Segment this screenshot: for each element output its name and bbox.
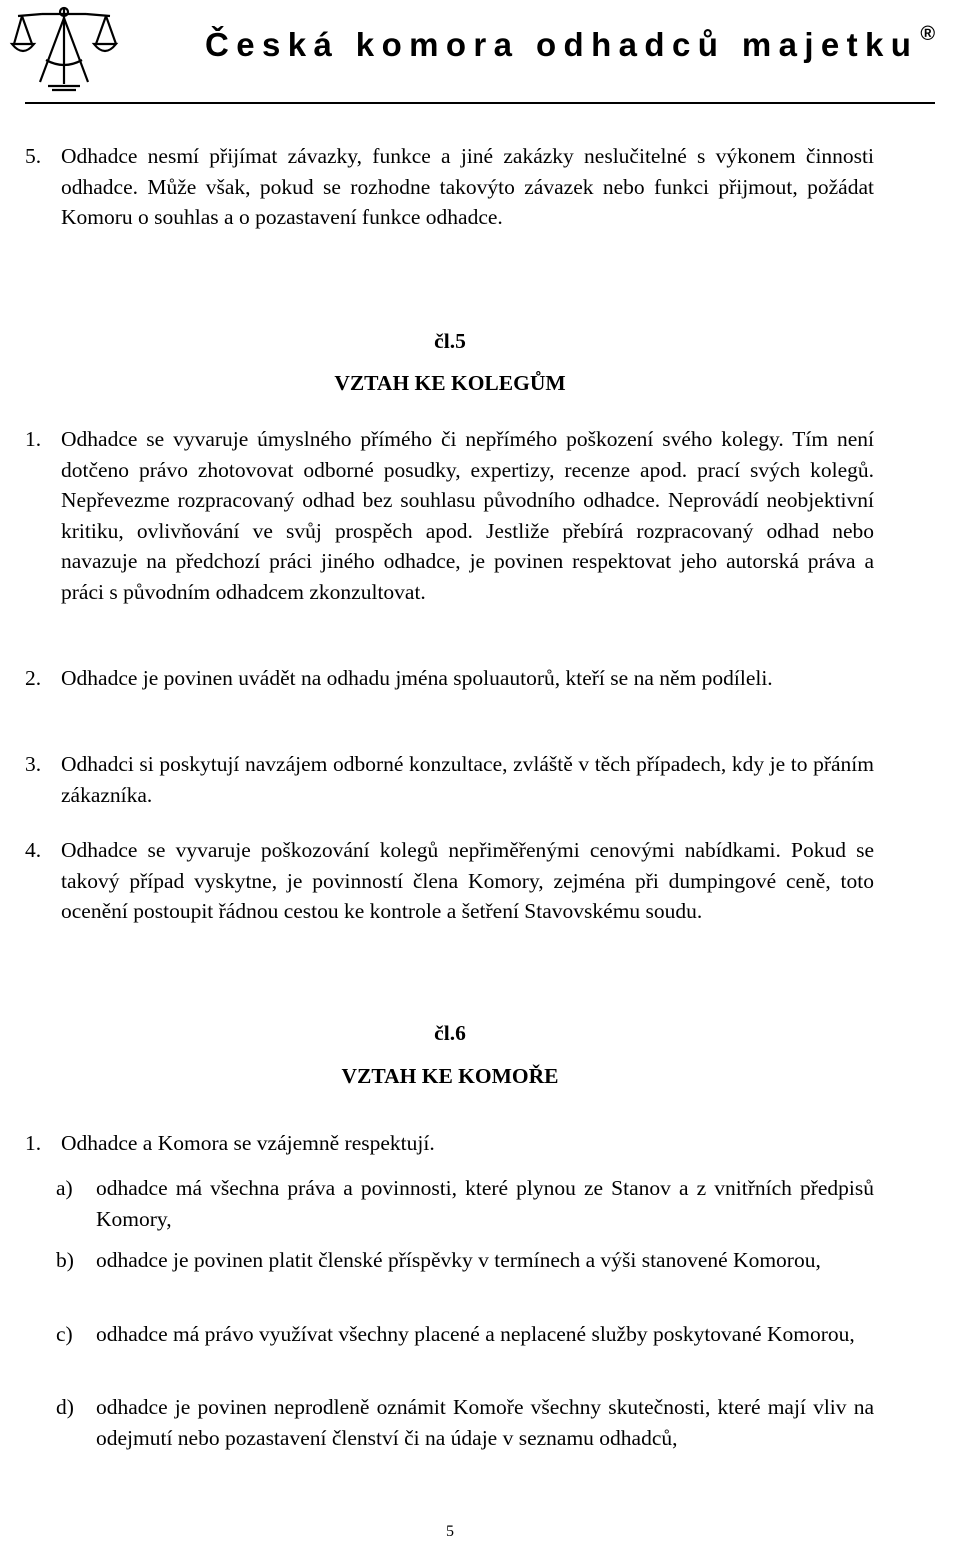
item-number: 5. — [25, 144, 42, 168]
item-number: 1. — [25, 1131, 42, 1155]
item-text: Odhadci si poskytují navzájem odborné konzultace, zvláště v těch případech, kdy je to přáním zákazníka. — [61, 752, 874, 807]
subitem-text: odhadce je povinen platit členské příspěvky v termínech a výši stanovené Komorou, — [96, 1248, 821, 1272]
item-text: Odhadce je povinen uvádět na odhadu jména spoluautorů, kteří se na něm podíleli. — [61, 666, 773, 690]
brand-title — [205, 12, 935, 67]
article-5-item-1 — [25, 424, 874, 607]
article-6-subitem-d — [56, 1392, 874, 1453]
page-header — [0, 0, 960, 100]
article-6-subitem-a — [56, 1173, 874, 1234]
subitem-text: odhadce je povinen neprodleně oznámit Komoře všechny skutečnosti, které mají vliv na odejmutí nebo pozastavení členství či na údaje v seznamu odhadců, — [96, 1395, 874, 1450]
registered-mark: ® — [920, 23, 936, 45]
item-number: 4. — [25, 838, 42, 862]
item-text: Odhadce se vyvaruje poškozování kolegů nepřiměřenými cenovými nabídkami. Pokud se takový případ vyskytne, je povinností člena Komory, zejména při dumpingové ceně, toto ocenění postoupit řádnou cestou ke kontrole a šetření Stavovskému soudu. — [61, 838, 874, 923]
article-5-item-4 — [25, 835, 874, 927]
page-number: 5 — [446, 1523, 454, 1540]
item-text: Odhadce se vyvaruje úmyslného přímého či nepřímého poškození svého kolegy. Tím není dotčeno právo zhotovovat odborné posudky, expertizy, recenze apod. prací svých kolegů. Nepřevezme rozpracovaný odhad bez souhlasu původního odhadce. Neprovádí neobjektivní kritiku, ovlivňování ve svůj prospěch apod. Jestliže přebírá rozpracovaný odhad nebo navazuje na předchozí práci jiného odhadce, je povinen respektovat jeho autorská práva a práci s původním odhadcem zkonzultovat. — [61, 427, 874, 604]
header-divider — [25, 102, 935, 104]
subitem-letter: a) — [56, 1176, 73, 1200]
article-6-item-1 — [25, 1128, 874, 1159]
article-item-5 — [25, 141, 874, 233]
brand-name: Česká komora odhadců majetku — [205, 26, 919, 63]
article-6-subitem-b — [56, 1245, 874, 1276]
article-6-title: VZTAH KE KOMOŘE — [341, 1064, 559, 1088]
article-5-item-3 — [25, 749, 874, 810]
item-text: Odhadce a Komora se vzájemně respektují. — [61, 1131, 435, 1155]
article-5-number: čl.5 — [434, 329, 466, 353]
subitem-text: odhadce má všechna práva a povinnosti, které plynou ze Stanov a z vnitřních předpisů Komory, — [96, 1176, 874, 1231]
article-5-item-2 — [25, 663, 874, 694]
subitem-letter: d) — [56, 1395, 74, 1419]
article-6-subitem-c — [56, 1319, 874, 1350]
subitem-text: odhadce má právo využívat všechny placené a neplacené služby poskytované Komorou, — [96, 1322, 855, 1346]
scales-and-compass-logo-icon — [8, 4, 120, 92]
article-6-number: čl.6 — [434, 1021, 466, 1045]
subitem-letter: b) — [56, 1248, 74, 1272]
item-number: 3. — [25, 752, 42, 776]
item-text: Odhadce nesmí přijímat závazky, funkce a jiné zakázky neslučitelné s výkonem činnosti odhadce. Může však, pokud se rozhodne takovýto závazek nebo funkci přijmout, požádat Komoru o souhlas a o pozastavení funkce odhadce. — [61, 144, 874, 229]
item-number: 2. — [25, 666, 42, 690]
subitem-letter: c) — [56, 1322, 73, 1346]
article-5-title: VZTAH KE KOLEGŮM — [334, 371, 566, 395]
item-number: 1. — [25, 427, 42, 451]
